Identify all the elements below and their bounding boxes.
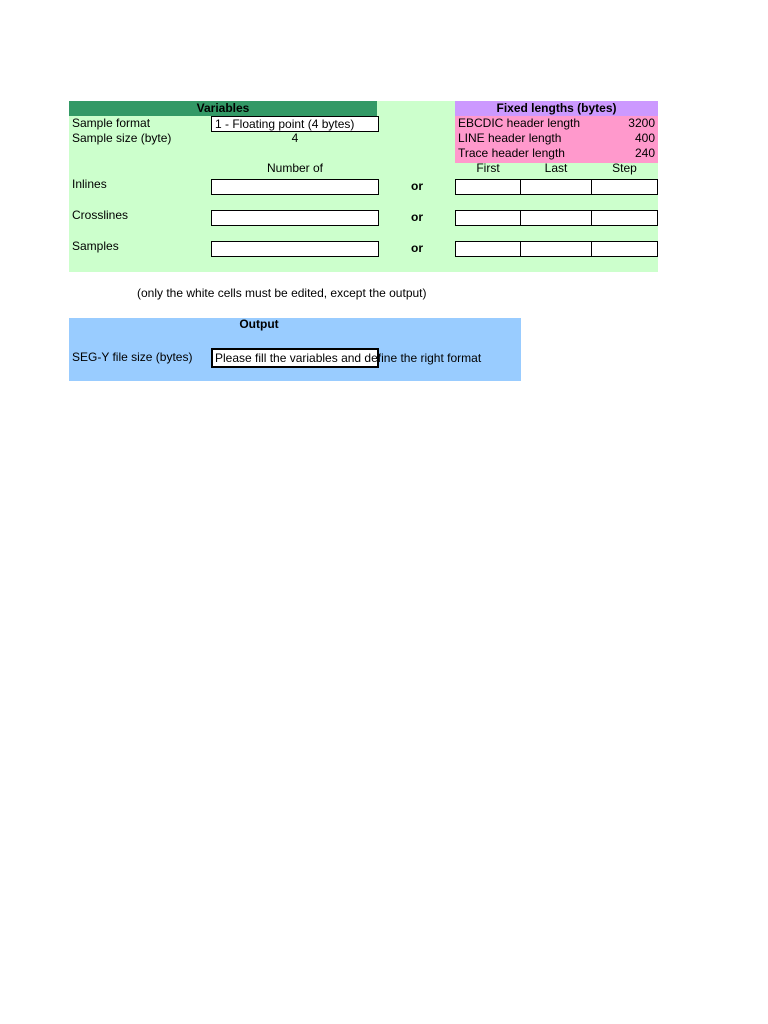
- output-value: Please fill the variables and define the right format: [215, 351, 482, 365]
- inlines-last-input[interactable]: [520, 179, 592, 195]
- fixed-length-value: 3200: [628, 116, 655, 130]
- fixed-length-value: 240: [634, 146, 655, 160]
- step-header: Step: [612, 161, 637, 175]
- fixed-length-label: EBCDIC header length: [458, 116, 581, 130]
- fixed-length-label: Trace header length: [458, 146, 565, 160]
- sample-size-label: Sample size (byte): [72, 131, 172, 145]
- sample-format-select[interactable]: 1 - Floating point (4 bytes): [211, 116, 379, 132]
- crosslines-first-input[interactable]: [455, 210, 521, 226]
- inlines-number-input[interactable]: [211, 179, 379, 195]
- crosslines-label: Crosslines: [72, 208, 129, 222]
- fixed-length-label: LINE header length: [458, 131, 562, 145]
- output-label: SEG-Y file size (bytes): [72, 350, 193, 364]
- inlines-step-input[interactable]: [591, 179, 658, 195]
- crosslines-step-input[interactable]: [591, 210, 658, 226]
- variables-header: Variables: [69, 101, 377, 116]
- last-header: Last: [544, 161, 568, 175]
- fixed-lengths-header: Fixed lengths (bytes): [455, 101, 658, 116]
- fixed-length-row-ebcdic: [458, 116, 655, 131]
- samples-step-input[interactable]: [591, 241, 658, 257]
- or-label: or: [411, 210, 423, 224]
- fixed-length-value: 400: [634, 131, 655, 145]
- samples-first-input[interactable]: [455, 241, 521, 257]
- first-header: First: [476, 161, 500, 175]
- sample-format-label: Sample format: [72, 116, 151, 130]
- inlines-first-input[interactable]: [455, 179, 521, 195]
- crosslines-number-input[interactable]: [211, 210, 379, 226]
- samples-number-input[interactable]: [211, 241, 379, 257]
- inlines-label: Inlines: [72, 177, 107, 191]
- crosslines-last-input[interactable]: [520, 210, 592, 226]
- or-label: or: [411, 179, 423, 193]
- edit-note: (only the white cells must be edited, except the output): [137, 286, 427, 300]
- fixed-length-row-line: [458, 131, 655, 146]
- number-of-header: Number of: [266, 161, 324, 175]
- or-label: or: [411, 241, 423, 255]
- samples-label: Samples: [72, 239, 119, 253]
- fixed-length-row-trace: [458, 146, 655, 161]
- sample-size-value: 4: [291, 131, 299, 145]
- samples-last-input[interactable]: [520, 241, 592, 257]
- output-header: Output: [239, 317, 279, 331]
